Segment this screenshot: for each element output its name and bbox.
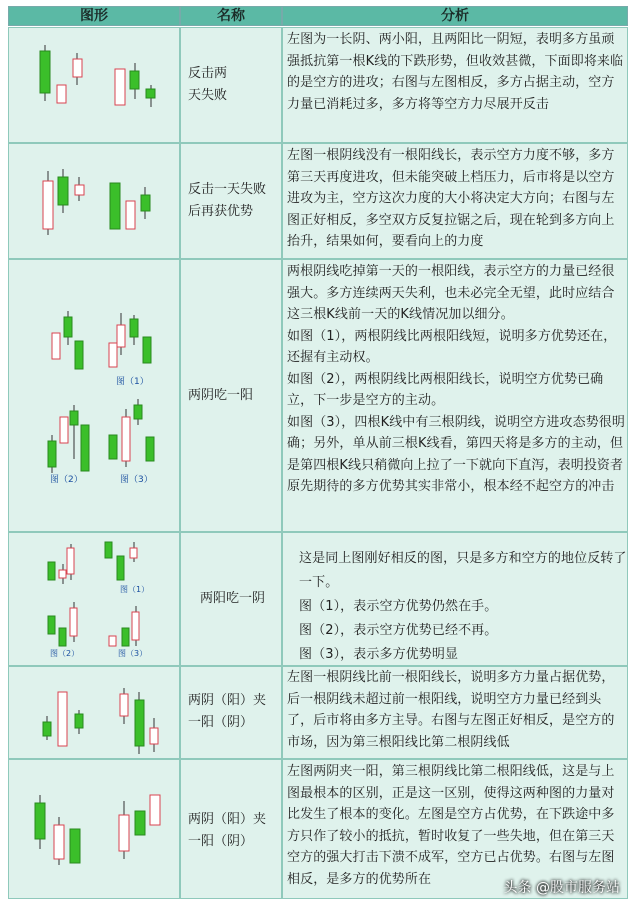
yang-candle xyxy=(59,570,66,578)
yin-candle xyxy=(122,628,129,646)
yang-candle xyxy=(73,59,82,77)
yin-candle xyxy=(105,542,112,558)
candlestick-figure xyxy=(8,666,180,759)
yin-candle xyxy=(143,337,151,363)
yin-candle xyxy=(130,319,138,337)
yang-candle xyxy=(130,548,137,558)
yang-candle xyxy=(119,815,129,851)
yin-candle xyxy=(141,195,150,211)
yin-candle xyxy=(48,616,55,634)
table-row xyxy=(8,532,628,666)
yang-candle xyxy=(75,185,84,195)
yang-candle xyxy=(117,325,125,347)
yin-candle xyxy=(146,437,154,461)
yin-candle xyxy=(109,435,117,459)
yang-candle xyxy=(132,612,139,640)
yang-candle xyxy=(150,795,160,825)
yin-candle xyxy=(75,714,83,728)
yin-candle xyxy=(35,803,45,839)
watermark: 头条 @股市服务站 xyxy=(503,880,620,896)
table-row xyxy=(8,259,628,532)
header-figure: 图形 xyxy=(8,6,180,26)
yin-candle xyxy=(43,722,51,736)
candlestick-figure xyxy=(8,759,180,899)
yang-candle xyxy=(150,728,158,744)
yin-candle xyxy=(48,441,56,467)
yin-candle xyxy=(146,89,155,98)
yin-candle xyxy=(70,829,80,863)
yang-candle xyxy=(67,548,74,574)
pattern-name: 反击两 天失败 xyxy=(188,66,228,103)
yin-candle xyxy=(117,556,124,580)
yang-candle xyxy=(120,694,128,716)
candlestick-figure xyxy=(8,532,180,666)
candlestick-figure xyxy=(8,27,180,143)
figure-label-1: 图（1） xyxy=(120,585,150,594)
header-name: 名称 xyxy=(180,6,282,26)
yang-candle xyxy=(43,181,53,229)
figure-label-2: 图（2） xyxy=(50,475,83,485)
figure-label-1: 图（1） xyxy=(116,377,149,387)
pattern-name: 反击一天失败 后再获优势 xyxy=(188,182,267,219)
yang-candle xyxy=(122,417,130,461)
yin-candle xyxy=(40,51,50,93)
pattern-analysis: 两根阴线吃掉第一天的一根阳线，表示空方的力量已经很强大。多方连续两天失利，也未必完全无望，此时应结合这三根K线前一天的K线情况加以细分。 如图（1），两根阴线比两根阳线短，说明多方优势还在，还握有主动权。 如图（2），两根阴线比两根阳线长，说明空方优势已确立，下一步是空方的主动。 如图（3），四根K线中有三根阴线，说明空方进攻态势很明确；另外，单从前三根K线看，第四天将是多方的主动，但是第四根K线只稍微向上拉了一下就向下直泻，表明投资者原先期待的多方优势其实非常小，根本经不起空方的冲击 xyxy=(287,264,625,494)
pattern-analysis: 左图一根阴线没有一根阳线长，表示空方力度不够，多方第三天再度进攻，但未能突破上档压力，后市将是以空方进攻为主，空方这次力度的大小将决定大方向；右图与左图正好相反，多空双方反复拉锯之后，现在轮到多方向上抬升，结果如何，要看向上的力度 xyxy=(287,148,615,249)
yin-candle xyxy=(59,628,66,646)
yin-candle xyxy=(135,700,144,746)
pattern-analysis: 左图为一长阴、两小阳，且两阳比一阴短，表明多方虽顽强抵抗第一根K线的下跌形势，但收效甚微，下面即将来临的是空方的进攻；右图与左图相反，多方占据主动，空方力量已消耗过多，多方将等空方力尽展开反击 xyxy=(287,32,624,112)
yang-candle xyxy=(70,608,77,636)
yang-candle xyxy=(60,417,68,443)
yang-candle xyxy=(54,825,64,859)
yang-candle xyxy=(58,692,67,746)
table-row xyxy=(8,666,628,759)
yang-candle xyxy=(109,343,117,367)
yin-candle xyxy=(135,811,145,835)
candlestick-figure xyxy=(8,143,180,259)
figure-label-2: 图（2） xyxy=(50,649,80,658)
figure-label-3: 图（3） xyxy=(118,649,148,658)
pattern-analysis: 左图一根阴线比前一根阳线长，说明多方力量占据优势，后一根阴线未超过前一根阳线，说明空方力量已经到头了，后市将由多方主导。右图与左图正好相反，是空方的市场，因为第三根阳线比第二根阴线低 xyxy=(287,670,615,750)
yin-candle xyxy=(64,317,72,337)
pattern-analysis: 这是同上图刚好相反的图，只是多方和空方的地位反转了一下。 图（1），表示空方优势仍然在手。 图（2），表示空方优势已经不再。 图（3），表示多方优势明显 xyxy=(299,551,627,662)
candlestick-figure xyxy=(8,259,180,532)
yin-candle xyxy=(70,411,78,425)
pattern-name: 两阴吃一阳 xyxy=(188,388,254,403)
yin-candle xyxy=(58,177,68,205)
figure-label-3: 图（3） xyxy=(120,475,153,485)
yin-candle xyxy=(81,425,89,471)
pattern-analysis: 左图两阴夹一阳，第三根阴线比第二根阳线低，这是与上图最根本的区别，正是这一区别，使得这两种图的力量对比发生了根本的变化。左图是空方占优势，在下跌途中多方只作了较小的抵抗，暂时收复了一些失地，但在第三天空方的强大打击下溃不成军，空方已占优势。右图与左图相反，是多方的优势所在 xyxy=(287,764,615,887)
yang-candle xyxy=(109,636,116,646)
table-row xyxy=(8,27,628,143)
yin-candle xyxy=(130,71,139,89)
yin-candle xyxy=(48,562,55,580)
pattern-name: 两阴（阳）夹 一阳（阴） xyxy=(188,812,267,849)
yin-candle xyxy=(134,405,142,419)
kline-pattern-table xyxy=(8,6,628,899)
yang-candle xyxy=(57,85,66,103)
header-analysis: 分析 xyxy=(282,6,628,26)
page xyxy=(8,6,628,899)
yang-candle xyxy=(52,333,60,359)
table-row xyxy=(8,143,628,259)
yin-candle xyxy=(110,183,120,229)
yin-candle xyxy=(75,341,83,369)
pattern-name: 两阳吃一阴 xyxy=(200,591,266,606)
yang-candle xyxy=(115,69,125,105)
yang-candle xyxy=(126,201,135,229)
pattern-name: 两阴（阳）夹 一阳（阴） xyxy=(188,693,267,730)
